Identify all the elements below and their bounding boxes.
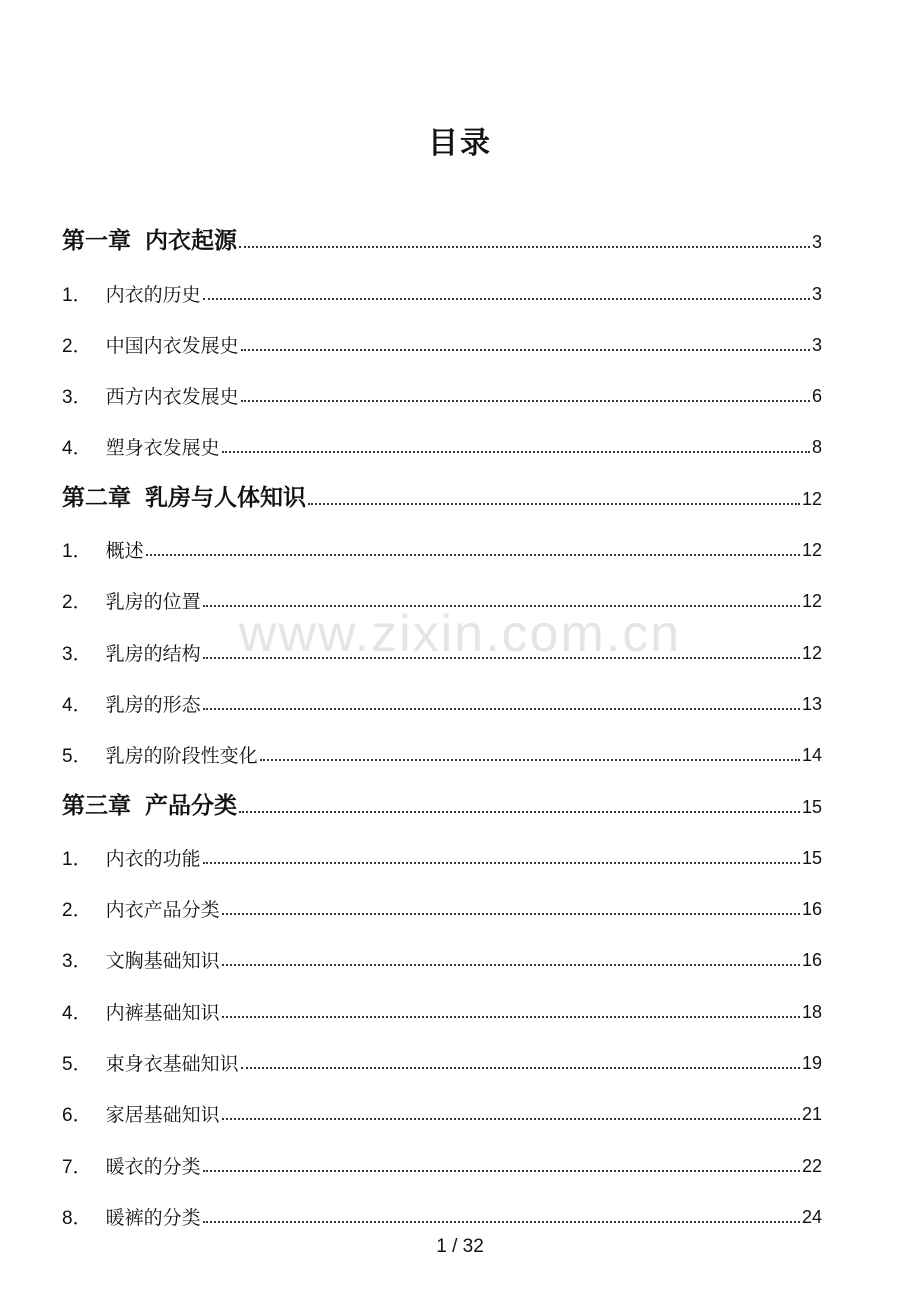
toc-entry-title [62,946,220,973]
toc-entry-title [62,639,201,666]
toc-entry-title [62,1049,239,1076]
toc-section-entry[interactable] [62,563,822,614]
toc-page-number: 14 [801,745,822,766]
toc-entry-label: 乳房的结构 [105,642,201,665]
toc-page-number: 19 [801,1053,822,1074]
toc-entry-label: 中国内衣发展史 [105,334,239,357]
toc-page-number: 3 [811,283,822,304]
toc-leader-dots [203,656,800,659]
toc-section-entry[interactable] [62,666,822,717]
toc-page-number: 15 [801,847,822,868]
toc-page-number: 3 [811,232,822,253]
toc-entry-title [62,479,306,512]
toc-section-entry[interactable] [62,307,822,358]
toc-leader-dots [241,348,810,351]
toc-page-number: 24 [801,1206,822,1227]
toc-entry-number: 4． [62,438,92,460]
toc-entry-title [62,787,237,820]
toc-page-number: 13 [801,693,822,714]
toc-entry-label: 内衣的功能 [105,847,201,870]
toc-entry-label: 暖衣的分类 [105,1155,201,1178]
toc-page-number: 12 [801,642,822,663]
toc-entry-number: 5． [62,1054,92,1076]
toc-entry-label: 概述 [105,540,144,563]
table-of-contents [62,204,822,1230]
toc-entry-number: 3． [62,951,92,973]
toc-leader-dots [203,297,810,300]
toc-section-entry[interactable] [62,820,822,871]
toc-entry-number: 2． [62,900,92,922]
toc-leader-dots [222,1117,800,1120]
toc-entry-title [62,280,201,307]
toc-page-number: 16 [801,899,822,920]
toc-section-entry[interactable] [62,1179,822,1230]
toc-page-number: 16 [801,950,822,971]
toc-page-number: 8 [811,437,822,458]
toc-entry-number: 1． [62,541,92,563]
toc-section-entry[interactable] [62,1076,822,1127]
toc-entry-label: 束身衣基础知识 [105,1053,239,1076]
toc-entry-title [62,741,258,768]
toc-leader-dots [203,1169,800,1172]
toc-entry-label: 塑身衣发展史 [105,437,220,460]
toc-entry-label: 乳房的形态 [105,693,201,716]
toc-section-entry[interactable] [62,922,822,973]
toc-leader-dots [239,810,800,813]
toc-leader-dots [241,399,810,402]
toc-page-number: 21 [801,1104,822,1125]
toc-leader-dots [260,758,800,761]
toc-leader-dots [203,707,800,710]
toc-entry-label: 内衣产品分类 [105,899,220,922]
toc-section-entry[interactable] [62,614,822,665]
toc-chapter-entry[interactable] [62,204,822,255]
toc-entry-number: 第二章 [62,484,131,511]
toc-section-entry[interactable] [62,1025,822,1076]
toc-entry-number: 2． [62,592,92,614]
toc-section-entry[interactable] [62,358,822,409]
toc-entry-label: 西方内衣发展史 [105,386,239,409]
toc-page-number: 18 [801,1001,822,1022]
toc-section-entry[interactable] [62,717,822,768]
toc-section-entry[interactable] [62,409,822,460]
page-footer [0,1236,920,1258]
toc-entry-number: 第三章 [62,792,131,819]
toc-entry-title [62,1152,201,1179]
toc-entry-label: 家居基础知识 [105,1104,220,1127]
toc-entry-number: 1． [62,284,92,306]
toc-entry-label: 乳房的位置 [105,591,201,614]
toc-entry-number: 3． [62,643,92,665]
toc-entry-number: 6． [62,1105,92,1127]
toc-entry-label: 产品分类 [145,792,237,819]
toc-entry-number: 1． [62,848,92,870]
toc-entry-title [62,998,220,1025]
toc-section-entry[interactable] [62,871,822,922]
toc-leader-dots [222,963,800,966]
toc-entry-title [62,587,201,614]
toc-entry-title [62,222,237,255]
toc-leader-dots [222,1015,800,1018]
toc-entry-label: 乳房的阶段性变化 [105,745,258,768]
toc-entry-label: 内衣的历史 [105,283,201,306]
toc-page-number: 22 [801,1155,822,1176]
toc-entry-title [62,382,239,409]
toc-leader-dots [222,912,800,915]
toc-page-number: 12 [801,591,822,612]
toc-page-number: 6 [811,386,822,407]
toc-entry-label: 文胸基础知识 [105,950,220,973]
toc-entry-number: 4． [62,1002,92,1024]
watermark: www.zixin.com.cn [238,605,682,663]
toc-leader-dots [308,502,800,505]
toc-entry-label: 乳房与人体知识 [145,484,306,511]
toc-entry-title [62,690,201,717]
toc-leader-dots [203,604,800,607]
toc-entry-number: 4． [62,694,92,716]
toc-section-entry[interactable] [62,512,822,563]
toc-leader-dots [239,245,810,248]
toc-entry-title [62,331,239,358]
toc-entry-title [62,844,201,871]
toc-page-number: 15 [801,796,822,817]
toc-chapter-entry[interactable] [62,460,822,511]
toc-page-number: 12 [801,540,822,561]
page-title: 目录 [428,126,492,161]
toc-section-entry[interactable] [62,1127,822,1178]
toc-leader-dots [203,861,800,864]
toc-entry-label: 暖裤的分类 [105,1206,201,1229]
toc-leader-dots [241,1066,800,1069]
toc-entry-title [62,1100,220,1127]
current-page-number: 1 [436,1236,447,1257]
toc-leader-dots [203,1220,800,1223]
toc-page-number: 12 [801,488,822,509]
toc-entry-label: 内衣起源 [145,228,237,255]
page-separator: / [446,1236,463,1257]
toc-section-entry[interactable] [62,255,822,306]
toc-entry-label: 内裤基础知识 [105,1001,220,1024]
toc-chapter-entry[interactable] [62,768,822,819]
toc-entry-title [62,1203,201,1230]
toc-entry-number: 2． [62,335,92,357]
toc-leader-dots [146,553,800,556]
toc-entry-title [62,433,220,460]
toc-section-entry[interactable] [62,973,822,1024]
toc-entry-number: 5． [62,746,92,768]
toc-entry-number: 第一章 [62,228,131,255]
total-pages: 32 [462,1236,484,1257]
toc-entry-number: 3． [62,387,92,409]
toc-page-number: 3 [811,334,822,355]
toc-entry-number: 7． [62,1156,92,1178]
toc-entry-title [62,895,220,922]
toc-entry-number: 8． [62,1207,92,1229]
toc-entry-title [62,536,144,563]
toc-leader-dots [222,450,810,453]
